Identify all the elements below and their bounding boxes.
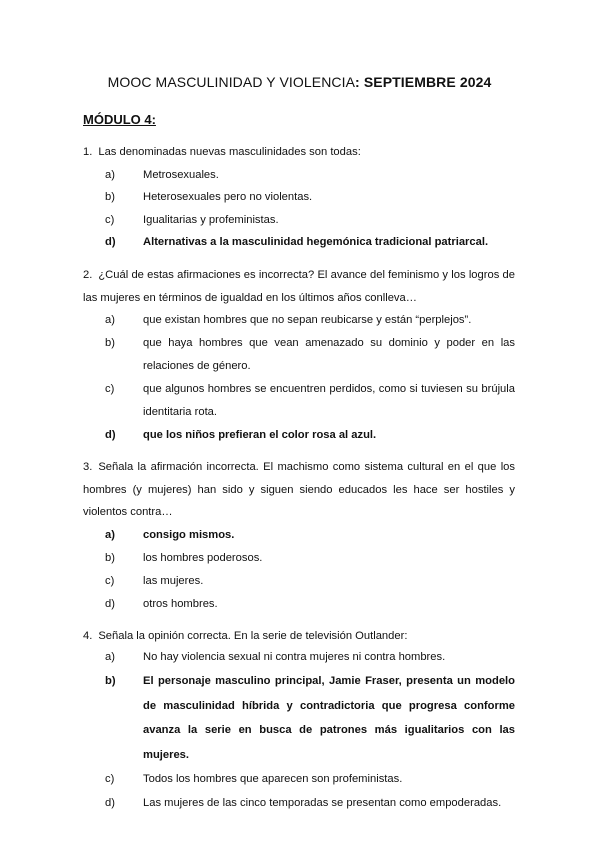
option-letter: d) xyxy=(105,429,116,441)
option-list xyxy=(83,309,515,447)
question-1 xyxy=(83,141,515,254)
option-letter: d) xyxy=(105,797,115,810)
option-c xyxy=(83,378,515,424)
page-title xyxy=(0,74,599,90)
option-d-correct xyxy=(83,424,515,447)
option-letter: a) xyxy=(105,528,115,541)
module-heading: MÓDULO 4: xyxy=(83,112,156,127)
option-letter: b) xyxy=(105,191,115,203)
option-text: No hay violencia sexual ni contra mujeres ni contra hombres. xyxy=(143,651,446,663)
option-list xyxy=(83,164,515,254)
question-stem xyxy=(83,627,515,645)
option-text: los hombres poderosos. xyxy=(143,551,263,564)
option-letter: a) xyxy=(105,168,115,181)
option-text: que los niños prefieran el color rosa al azul. xyxy=(143,429,377,441)
option-d xyxy=(83,791,515,815)
title-separator: : xyxy=(355,74,364,90)
question-stem xyxy=(83,141,515,164)
question-stem xyxy=(83,456,515,524)
option-text: las mujeres. xyxy=(143,574,204,587)
option-a xyxy=(83,309,515,332)
option-text: otros hombres. xyxy=(143,597,218,610)
option-a xyxy=(83,164,515,187)
option-text: Todos los hombres que aparecen son profeministas. xyxy=(143,773,403,786)
option-letter: b) xyxy=(105,337,115,349)
option-b xyxy=(83,332,515,378)
option-text: que haya hombres que vean amenazado su dominio y poder en las relaciones de género. xyxy=(143,337,515,372)
question-number: 3. xyxy=(83,461,93,473)
option-letter: b) xyxy=(105,551,115,564)
option-c xyxy=(83,570,515,593)
question-stem xyxy=(83,264,515,309)
option-b-correct xyxy=(83,669,515,767)
option-list xyxy=(83,645,515,816)
option-b xyxy=(83,547,515,570)
option-d xyxy=(83,593,515,616)
title-date: SEPTIEMBRE 2024 xyxy=(363,74,492,90)
option-letter: d) xyxy=(105,236,116,248)
option-a-correct xyxy=(83,524,515,547)
question-text: ¿Cuál de estas afirmaciones es incorrecta? El avance del feminismo y los logros de las mujeres en términos de igualdad en los últimos años conlleva… xyxy=(83,269,515,304)
question-number: 4. xyxy=(83,630,93,642)
option-d-correct xyxy=(83,231,515,254)
option-text: Alternativas a la masculinidad hegemónica tradicional patriarcal. xyxy=(143,236,489,248)
option-text: Heterosexuales pero no violentas. xyxy=(143,191,313,203)
option-text: que existan hombres que no sepan reubicarse y están “perplejos”. xyxy=(143,314,472,326)
option-letter: d) xyxy=(105,597,115,610)
option-text: consigo mismos. xyxy=(143,528,235,541)
question-text: Las denominadas nuevas masculinidades son todas: xyxy=(98,146,361,158)
question-4 xyxy=(83,627,515,816)
option-c xyxy=(83,209,515,232)
question-2 xyxy=(83,264,515,447)
question-text: Señala la opinión correcta. En la serie de televisión Outlander: xyxy=(98,630,408,642)
option-letter: a) xyxy=(105,651,115,663)
option-text: Metrosexuales. xyxy=(143,168,219,181)
option-text: Igualitarias y profeministas. xyxy=(143,213,279,226)
option-letter: a) xyxy=(105,314,115,326)
question-3 xyxy=(83,456,515,616)
option-letter: c) xyxy=(105,383,115,395)
option-c xyxy=(83,767,515,791)
option-a xyxy=(83,645,515,669)
option-letter: b) xyxy=(105,675,116,688)
question-text: Señala la afirmación incorrecta. El machismo como sistema cultural en el que los hombres (y mujeres) han sido y siguen siendo educados les hace ser hostiles y violentos contra… xyxy=(83,461,515,518)
title-regular: MOOC MASCULINIDAD Y VIOLENCIA xyxy=(107,74,356,90)
option-text: Las mujeres de las cinco temporadas se presentan como empoderadas. xyxy=(143,797,502,810)
option-letter: c) xyxy=(105,773,115,786)
option-text: que algunos hombres se encuentren perdidos, como si tuviesen su brújula identitaria rota. xyxy=(143,383,515,418)
option-list xyxy=(83,524,515,616)
question-number: 2. xyxy=(83,269,93,281)
option-b xyxy=(83,186,515,209)
question-number: 1. xyxy=(83,146,93,158)
option-letter: c) xyxy=(105,574,115,587)
option-letter: c) xyxy=(105,213,115,226)
option-text: El personaje masculino principal, Jamie Fraser, presenta un modelo de masculinidad híbrida y contradictoria que progresa conforme avanza la serie en busca de patrones más igualitarios con las mujeres. xyxy=(143,675,515,761)
